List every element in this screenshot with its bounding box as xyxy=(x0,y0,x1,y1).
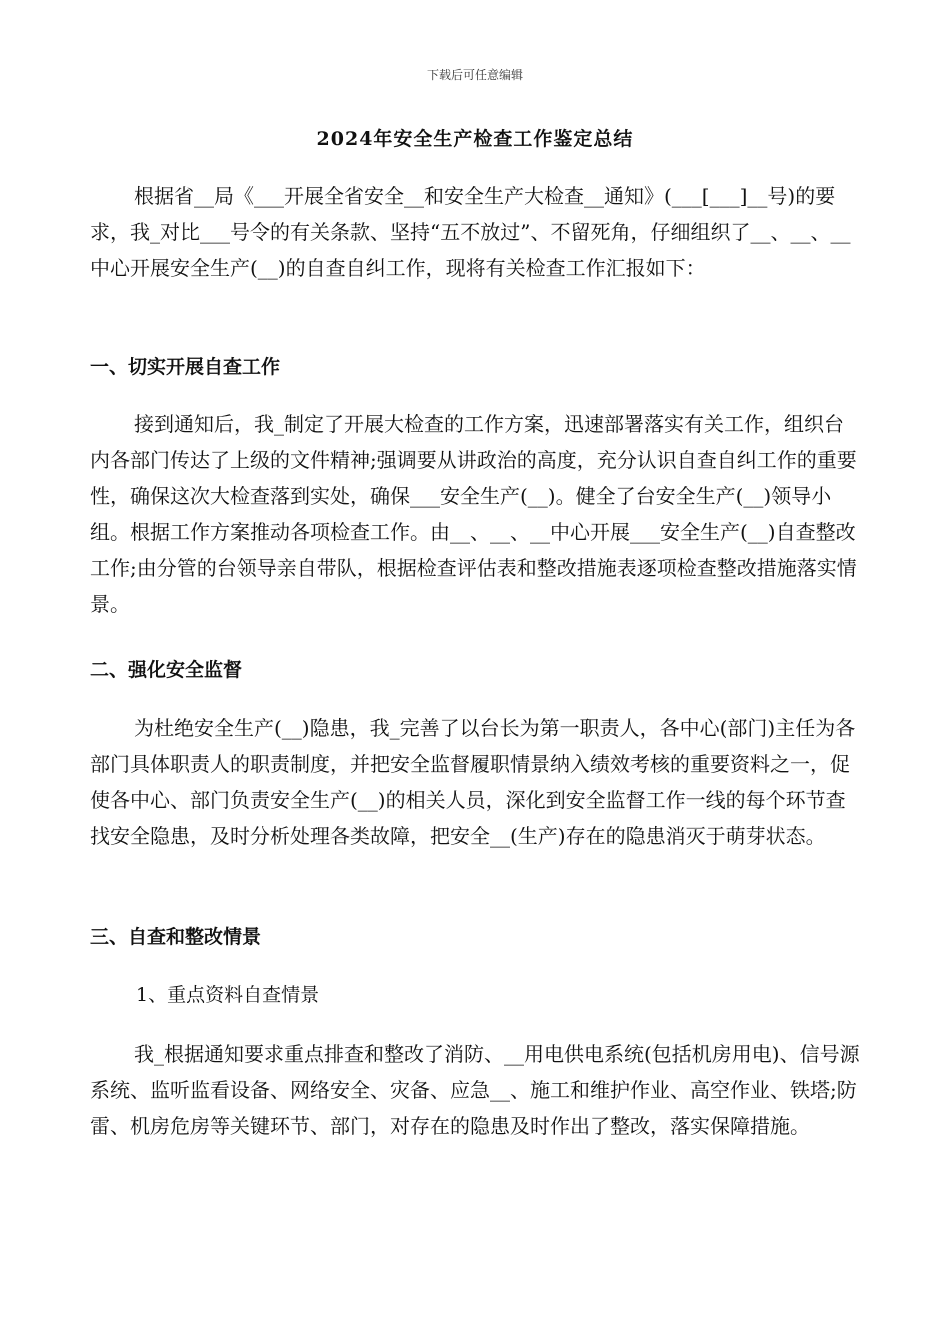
section-heading: 二、强化安全监督 xyxy=(90,659,243,681)
section-heading: 一、切实开展自查工作 xyxy=(90,356,281,378)
intro-block xyxy=(90,178,860,286)
document-title: 2024年安全生产检查工作鉴定总结 xyxy=(316,128,634,150)
section-subheading: 1、重点资料自查情景 xyxy=(136,984,320,1006)
section-paragraph: 接到通知后，我_制定了开展大检查的工作方案，迅速部署落实有关工作，组织台内各部门传达了上级的文件精神;强调要从讲政治的高度，充分认识自查自纠工作的重要性，确保这次大检查落到实处，确保___安全生产(__)。健全了台安全生产(__)领导小组。根据工作方案推动各项检查工作。由__、__、__中心开展___安全生产(__)自查整改工作;由分管的台领导亲自带队，根据检查评估表和整改措施表逐项检查整改措施落实情景。 xyxy=(90,412,857,616)
section-1-body xyxy=(90,406,860,622)
section-3 xyxy=(90,922,860,949)
header-note: 下载后可任意编辑 xyxy=(426,68,523,82)
section-1 xyxy=(90,352,860,379)
section-paragraph: 我_根据通知要求重点排查和整改了消防、__用电供电系统(包括机房用电)、信号源系统、监听监看设备、网络安全、灾备、应急__、施工和维护作业、高空作业、铁塔;防雷、机房危房等关键环节、部门，对存在的隐患及时作出了整改，落实保障措施。 xyxy=(90,1042,860,1138)
intro-paragraph: 根据省__局《___开展全省安全__和安全生产大检查__通知》(___[___]__号)的要求，我_对比___号令的有关条款、坚持“五不放过”、不留死角，仔细组织了__、__、__中心开展安全生产(__)的自查自纠工作，现将有关检查工作汇报如下： xyxy=(90,184,851,280)
section-3-subheading-block xyxy=(136,980,836,1007)
section-2-body xyxy=(90,710,860,854)
section-2 xyxy=(90,655,860,682)
section-heading: 三、自查和整改情景 xyxy=(90,926,262,948)
section-3-body xyxy=(90,1036,860,1144)
section-paragraph: 为杜绝安全生产(__)隐患，我_完善了以台长为第一职责人，各中心(部门)主任为各部门具体职责人的职责制度，并把安全监督履职情景纳入绩效考核的重要资料之一，促使各中心、部门负责安全生产(__)的相关人员，深化到安全监督工作一线的每个环节查找安全隐患，及时分析处理各类故障，把安全__(生产)存在的隐患消灭于萌芽状态。 xyxy=(90,716,856,848)
